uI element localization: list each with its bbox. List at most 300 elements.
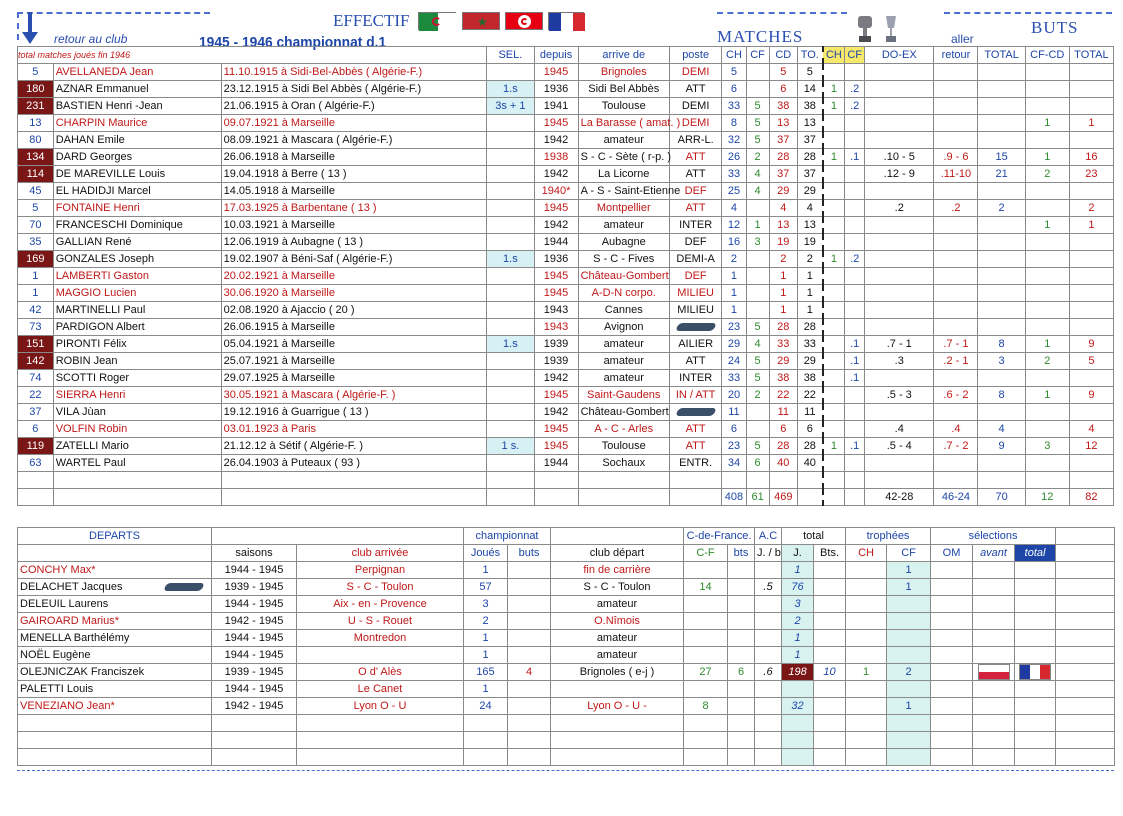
depart-played: 1 [464,681,508,698]
player-total: 9 [978,438,1025,455]
player-do-ex: .12 - 9 [865,166,934,183]
cdf-header: C-de-France. [684,528,755,545]
selections-header: sélections [931,528,1056,545]
column-header-sel: SEL. [487,47,534,64]
empty-cell [931,732,973,749]
player-position: MILIEU [669,302,721,319]
player-trophy-cf: .1 [845,370,865,387]
player-retour [934,234,978,251]
depart-seasons: 1939 - 1945 [212,664,297,681]
player-row[interactable] [18,81,1114,98]
player-do-ex: .7 - 1 [865,336,934,353]
player-row[interactable] [18,149,1114,166]
player-total [978,455,1025,472]
player-do-ex: .5 - 3 [865,387,934,404]
saisons-header: saisons [212,545,297,562]
player-cd: 1 [769,302,797,319]
total-sel-header: total [1015,545,1056,562]
depart-trophy-cf [887,596,931,613]
player-trophy-ch [823,166,845,183]
depart-trophy-cf: 1 [887,698,931,715]
player-to: 1 [797,302,822,319]
player-origin-club: Aubagne [578,234,669,251]
player-matches-total: 42 [18,302,54,319]
player-trophy-cf [845,268,865,285]
depart-club-arrival: Perpignan [297,562,464,579]
player-position: ATT [669,166,721,183]
depart-club-arrival: Le Canet [297,681,464,698]
aller-label: aller [951,32,974,46]
player-selections [487,234,534,251]
empty-cell [578,472,669,489]
player-trophy-ch [823,285,845,302]
player-selections [487,455,534,472]
player-retour [934,98,978,115]
tunisia-flag-icon [505,12,543,30]
player-row[interactable] [18,455,1114,472]
back-to-club-link[interactable]: retour au club [54,32,128,46]
player-do-ex: .4 [865,421,934,438]
player-retour [934,64,978,81]
column-header-total: TOTAL [978,47,1025,64]
depart-cf [684,596,728,613]
ch-header: CH [846,545,887,562]
player-name: AZNAR Emmanuel [53,81,221,98]
france-flag-icon [1019,664,1051,680]
empty-cell [1056,528,1115,545]
player-since: 1944 [534,455,578,472]
player-trophy-cf: .1 [845,438,865,455]
depart-row[interactable] [18,647,1115,664]
header-blank [18,47,487,64]
empty-cell [797,472,822,489]
player-position: DEF [669,268,721,285]
player-do-ex [865,319,934,336]
player-retour [934,132,978,149]
player-row[interactable] [18,64,1114,81]
player-row[interactable] [18,370,1114,387]
empty-cell [973,749,1015,766]
player-row[interactable] [18,302,1114,319]
player-cf: 5 [746,115,769,132]
player-grand-total [1069,302,1113,319]
column-header-trophy-cf: CF [845,47,865,64]
column-header-cd: CD [769,47,797,64]
player-name: VILA Jùan [53,404,221,421]
player-trophy-ch [823,404,845,421]
player-do-ex [865,455,934,472]
depart-trophy-ch [846,630,887,647]
depart-club-origin: Brignoles ( e-j ) [551,664,684,681]
empty-cell [212,749,297,766]
player-row[interactable] [18,404,1114,421]
player-cd: 2 [769,251,797,268]
player-to: 13 [797,115,822,132]
depart-row[interactable] [18,698,1115,715]
player-position: MILIEU [669,285,721,302]
player-ch: 25 [722,183,746,200]
player-do-ex [865,98,934,115]
empty-cell [551,528,684,545]
player-cd: 28 [769,319,797,336]
empty-cell [887,732,931,749]
player-cf: 5 [746,98,769,115]
depart-total-j: 1 [782,562,814,579]
player-position: DEF [669,183,721,200]
player-row[interactable] [18,200,1114,217]
player-trophy-ch: 1 [823,438,845,455]
player-cf-cd [1025,132,1069,149]
player-position [669,404,721,421]
player-position: DEMI [669,64,721,81]
empty-cell [722,472,746,489]
empty-cell [1056,664,1115,681]
player-total [978,404,1025,421]
player-cf [746,200,769,217]
empty-cell [221,472,487,489]
player-grand-total: 1 [1069,115,1113,132]
back-arrow-icon[interactable] [22,12,38,44]
player-origin-club: Château-Gombert [578,404,669,421]
player-cd: 28 [769,149,797,166]
player-cd: 22 [769,387,797,404]
player-grand-total [1069,251,1113,268]
player-matches-total: 74 [18,370,54,387]
depart-club-origin: amateur [551,647,684,664]
player-row[interactable] [18,336,1114,353]
player-birth: 20.02.1921 à Marseille [221,268,487,285]
player-cf-cd [1025,64,1069,81]
player-row[interactable] [18,438,1114,455]
player-cf-cd [1025,421,1069,438]
player-trophy-ch [823,302,845,319]
empty-cell [297,732,464,749]
player-cf-cd [1025,251,1069,268]
depart-trophy-ch: 1 [846,664,887,681]
ac-header: A.C [755,528,782,545]
empty-cell [18,715,212,732]
player-cf: 4 [746,183,769,200]
airplane-icon [675,323,717,331]
player-grand-total [1069,183,1113,200]
player-birth: 05.04.1921 à Marseille [221,336,487,353]
empty-cell [578,489,669,506]
player-position: DEMI-A [669,251,721,268]
depart-name: CONCHY Max* [18,562,212,579]
player-cf [746,251,769,268]
depart-total-j: 1 [782,647,814,664]
player-since: 1942 [534,370,578,387]
player-to: 5 [797,64,822,81]
depart-cf: 8 [684,698,728,715]
depart-row[interactable] [18,596,1115,613]
player-total [978,64,1025,81]
empty-cell [782,732,814,749]
player-since: 1941 [534,98,578,115]
player-since: 1945 [534,285,578,302]
depart-row[interactable] [18,579,1115,596]
player-total [978,370,1025,387]
empty-cell [931,749,973,766]
player-grand-total: 5 [1069,353,1113,370]
player-ch: 33 [722,370,746,387]
column-header-ch: CH [722,47,746,64]
depart-sel-om [931,596,973,613]
column-header-depuis: depuis [534,47,578,64]
player-ch: 1 [722,302,746,319]
depart-seasons: 1942 - 1945 [212,698,297,715]
player-ch: 24 [722,353,746,370]
player-do-ex [865,81,934,98]
depart-trophy-ch [846,613,887,630]
player-birth: 10.03.1921 à Marseille [221,217,487,234]
departs-title: DEPARTS [18,528,212,545]
player-row[interactable] [18,387,1114,404]
player-cd: 13 [769,217,797,234]
depart-row[interactable] [18,613,1115,630]
player-to: 28 [797,149,822,166]
player-cf-cd [1025,285,1069,302]
depart-total-j: 2 [782,613,814,630]
player-matches-total: 142 [18,353,54,370]
player-birth: 19.12.1916 à Guarrigue ( 13 ) [221,404,487,421]
depart-name: DELACHET Jacques [18,579,212,596]
depart-total-bts [814,630,846,647]
empty-cell [1056,579,1115,596]
depart-total-j: 1 [782,630,814,647]
empty-cell [887,749,931,766]
player-cf-cd [1025,200,1069,217]
player-since: 1942 [534,217,578,234]
player-total [978,98,1025,115]
player-retour [934,251,978,268]
empty-cell [1015,732,1056,749]
player-trophy-ch [823,268,845,285]
header-frame-line [944,12,1112,14]
player-birth: 26.04.1903 à Puteaux ( 93 ) [221,455,487,472]
player-row[interactable] [18,98,1114,115]
club-arrivee-header: club arrivée [297,545,464,562]
player-origin-club: S - C - Fives [578,251,669,268]
player-trophy-cf [845,404,865,421]
depart-sel-total [1015,630,1056,647]
empty-cell [823,472,845,489]
depart-club-arrival: Lyon O - U [297,698,464,715]
france-flag-icon [548,12,584,30]
player-selections [487,370,534,387]
empty-cell [1025,472,1069,489]
player-birth: 14.05.1918 à Marseille [221,183,487,200]
empty-cell [978,472,1025,489]
player-row[interactable] [18,132,1114,149]
empty-cell [755,715,782,732]
player-row[interactable] [18,353,1114,370]
depart-name: MENELLA Barthélémy [18,630,212,647]
player-cd: 38 [769,98,797,115]
championship-trophy-icon [856,14,874,44]
depart-goals [508,579,551,596]
empty-cell [1069,472,1113,489]
player-selections [487,132,534,149]
player-row[interactable] [18,166,1114,183]
empty-cell [934,472,978,489]
player-total [978,285,1025,302]
empty-cell [18,489,54,506]
championnat-header: championnat [464,528,551,545]
depart-sel-total [1015,647,1056,664]
player-row[interactable] [18,217,1114,234]
player-matches-total: 80 [18,132,54,149]
player-since: 1943 [534,319,578,336]
player-total: 21 [978,166,1025,183]
depart-sel-avant [973,579,1015,596]
player-since: 1945 [534,115,578,132]
player-origin-club: Sochaux [578,455,669,472]
player-ch: 8 [722,115,746,132]
depart-trophy-cf: 1 [887,562,931,579]
depart-cf-goals [728,562,755,579]
squad-header-row [18,47,1114,64]
player-row[interactable] [18,319,1114,336]
depart-total-bts [814,698,846,715]
player-cd: 11 [769,404,797,421]
player-to: 29 [797,353,822,370]
depart-sel-avant [973,562,1015,579]
player-name: VOLFIN Robin [53,421,221,438]
player-since: 1942 [534,132,578,149]
player-grand-total [1069,370,1113,387]
depart-sel-total [1015,579,1056,596]
player-name: MAGGIO Lucien [53,285,221,302]
player-row[interactable] [18,421,1114,438]
player-selections: 1.s [487,251,534,268]
player-ch: 2 [722,251,746,268]
depart-total-j: 76 [782,579,814,596]
depart-goals [508,562,551,579]
player-since: 1939 [534,336,578,353]
player-grand-total [1069,132,1113,149]
player-row[interactable] [18,268,1114,285]
depart-row[interactable] [18,664,1115,681]
player-to: 6 [797,421,822,438]
player-name: SIERRA Henri [53,387,221,404]
column-header-poste: poste [669,47,721,64]
total-ch: 408 [722,489,746,506]
depart-row[interactable] [18,562,1115,579]
player-name: AVELLANEDA Jean [53,64,221,81]
player-cf-cd [1025,455,1069,472]
player-grand-total: 16 [1069,149,1113,166]
matches-title: MATCHES [717,27,804,46]
player-trophy-cf [845,64,865,81]
player-position: AILIER [669,336,721,353]
player-trophy-cf [845,132,865,149]
player-row[interactable] [18,251,1114,268]
player-trophy-ch [823,319,845,336]
depart-cf-goals [728,596,755,613]
depart-row[interactable] [18,681,1115,698]
player-name: ZATELLI Mario [53,438,221,455]
empty-cell [814,715,846,732]
player-grand-total [1069,98,1113,115]
player-to: 28 [797,438,822,455]
depart-club-arrival: Aix - en - Provence [297,596,464,613]
empty-cell [684,749,728,766]
player-to: 29 [797,183,822,200]
player-birth: 09.07.1921 à Marseille [221,115,487,132]
empty-cell [769,472,797,489]
player-matches-total: 63 [18,455,54,472]
empty-cell [551,715,684,732]
empty-cell [18,732,212,749]
player-row[interactable] [18,115,1114,132]
depart-row[interactable] [18,630,1115,647]
player-retour: .6 - 2 [934,387,978,404]
player-retour: .11-10 [934,166,978,183]
empty-cell [845,489,865,506]
player-birth: 23.12.1915 à Sidi Bel Abbès ( Algérie-F.) [221,81,487,98]
empty-cell [297,715,464,732]
player-name: DARD Georges [53,149,221,166]
player-row[interactable] [18,234,1114,251]
player-do-ex [865,132,934,149]
player-do-ex [865,64,934,81]
player-name: FONTAINE Henri [53,200,221,217]
header-frame-line [17,12,19,40]
player-trophy-ch [823,387,845,404]
empty-cell [1015,749,1056,766]
empty-cell [551,749,684,766]
player-grand-total: 9 [1069,387,1113,404]
depart-name: OLEJNICZAK Franciszek [18,664,212,681]
player-ch: 6 [722,421,746,438]
player-total [978,115,1025,132]
departs-header-row [18,528,1115,545]
empty-cell [823,489,845,506]
player-cf [746,302,769,319]
effectif-title: EFFECTIF [333,11,410,30]
player-trophy-ch [823,234,845,251]
depart-sel-total [1015,613,1056,630]
depart-played: 1 [464,562,508,579]
player-selections: 3s + 1 [487,98,534,115]
player-row[interactable] [18,183,1114,200]
column-header-retour: retour [934,47,978,64]
depart-seasons: 1944 - 1945 [212,596,297,613]
depart-cf-goals [728,630,755,647]
player-row[interactable] [18,285,1114,302]
player-total: 2 [978,200,1025,217]
player-to: 2 [797,251,822,268]
depart-jb: .5 [755,579,782,596]
player-birth: 26.06.1915 à Marseille [221,319,487,336]
player-ch: 5 [722,64,746,81]
player-grand-total [1069,81,1113,98]
player-matches-total: 5 [18,200,54,217]
player-do-ex [865,234,934,251]
player-since: 1945 [534,200,578,217]
player-cd: 28 [769,438,797,455]
depart-seasons: 1942 - 1945 [212,613,297,630]
om-header: OM [931,545,973,562]
depart-trophy-ch [846,579,887,596]
depart-cf-goals [728,681,755,698]
season-title: 1945 - 1946 championnat d.1 [199,34,387,51]
depart-club-arrival: U - S - Rouet [297,613,464,630]
player-retour [934,404,978,421]
player-cf-cd: 1 [1025,115,1069,132]
player-retour: .7 - 1 [934,336,978,353]
